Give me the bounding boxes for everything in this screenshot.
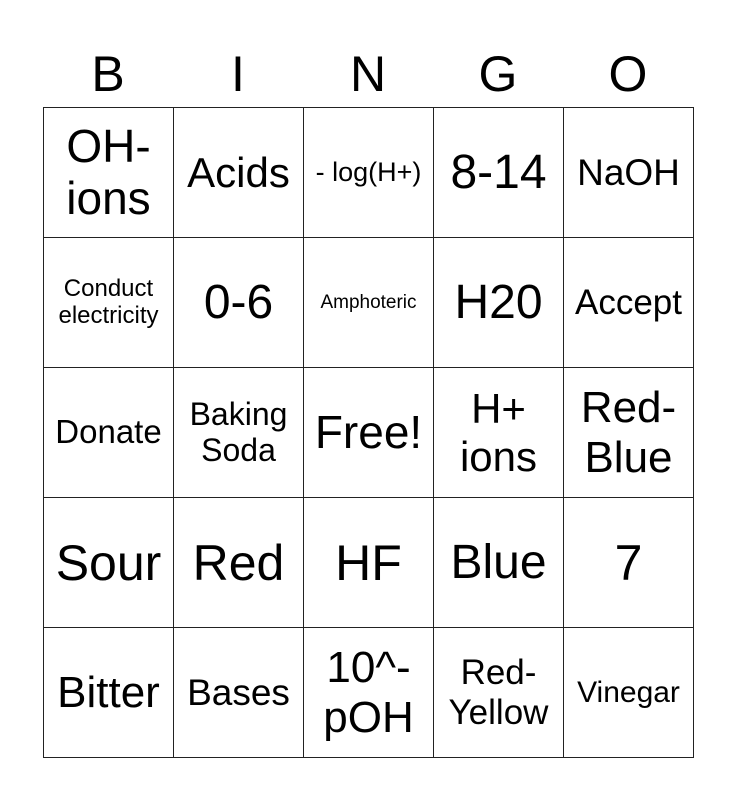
bingo-cell[interactable]: Red- Blue [564,368,694,498]
bingo-cell[interactable]: 7 [564,498,694,628]
bingo-cell[interactable]: - log(H+) [304,108,434,238]
header-letter-o: O [608,46,648,102]
bingo-cell[interactable]: 0-6 [174,238,304,368]
bingo-row [44,628,694,758]
bingo-row [44,238,694,368]
free-space-cell[interactable]: Free! [304,368,434,498]
bingo-cell[interactable]: Vinegar [564,628,694,758]
bingo-header [43,44,693,104]
bingo-cell[interactable]: Sour [44,498,174,628]
bingo-cell[interactable]: HF [304,498,434,628]
bingo-cell[interactable]: Bitter [44,628,174,758]
bingo-cell[interactable]: 8-14 [434,108,564,238]
bingo-cell[interactable]: Conduct electricity [44,238,174,368]
bingo-card-grid [43,107,694,758]
bingo-row [44,108,694,238]
bingo-cell[interactable]: Acids [174,108,304,238]
bingo-cell[interactable]: Red- Yellow [434,628,564,758]
bingo-cell[interactable]: H+ ions [434,368,564,498]
bingo-cell[interactable]: H20 [434,238,564,368]
bingo-cell[interactable]: Red [174,498,304,628]
header-letter-i: I [231,46,245,102]
bingo-cell[interactable]: Bases [174,628,304,758]
bingo-cell[interactable]: OH- ions [44,108,174,238]
header-letter-b: B [91,46,125,102]
bingo-cell[interactable]: Accept [564,238,694,368]
bingo-cell[interactable]: Amphoteric [304,238,434,368]
bingo-cell[interactable]: NaOH [564,108,694,238]
bingo-row [44,498,694,628]
bingo-cell[interactable]: Baking Soda [174,368,304,498]
bingo-cell[interactable]: Donate [44,368,174,498]
bingo-row [44,368,694,498]
header-letter-n: N [349,46,387,102]
header-letter-g: G [478,46,518,102]
bingo-cell[interactable]: Blue [434,498,564,628]
bingo-cell[interactable]: 10^- pOH [304,628,434,758]
